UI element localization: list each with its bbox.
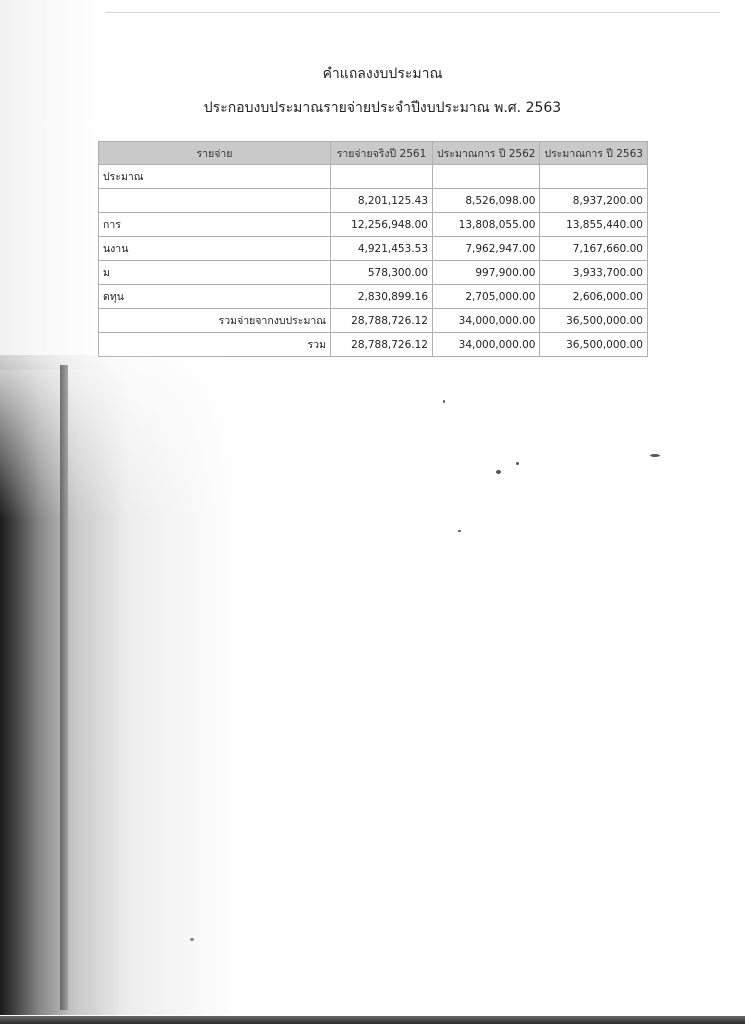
cell-2562: 7,962,947.00: [433, 237, 540, 261]
cell-2561: 578,300.00: [331, 261, 433, 285]
row-label: ม: [99, 261, 331, 285]
cell-2561: 2,830,899.16: [331, 285, 433, 309]
cell-2561: [331, 165, 433, 189]
document-title: คำแถลงงบประมาณ: [322, 66, 443, 82]
scan-shadow: [0, 355, 260, 1015]
table-row: [99, 189, 648, 213]
header-estimate-2562: ประมาณการ ปี 2562: [433, 142, 540, 165]
cell-2563: 7,167,660.00: [540, 237, 647, 261]
table-header-row: [99, 142, 648, 165]
header-actual-2561: รายจ่ายจริงปี 2561: [331, 142, 433, 165]
row-label: การ: [99, 213, 331, 237]
cell-2562: 2,705,000.00: [433, 285, 540, 309]
table-row: [99, 213, 648, 237]
scan-gutter: [0, 0, 105, 370]
cell-2561: 12,256,948.00: [331, 213, 433, 237]
row-label: รวม: [99, 333, 331, 357]
scan-speck: [443, 400, 445, 403]
scan-speck: [496, 470, 501, 474]
total-row: [99, 333, 648, 357]
page-top-edge: [105, 12, 720, 13]
cell-2562: 34,000,000.00: [433, 333, 540, 357]
row-label: นงาน: [99, 237, 331, 261]
header-expense: รายจ่าย: [99, 142, 331, 165]
cell-2562: 13,808,055.00: [433, 213, 540, 237]
row-label: ประมาณ: [99, 165, 331, 189]
cell-2562: 34,000,000.00: [433, 309, 540, 333]
cell-2563: [540, 165, 647, 189]
cell-2563: 3,933,700.00: [540, 261, 647, 285]
cell-2563: 8,937,200.00: [540, 189, 647, 213]
scan-speck: [650, 454, 660, 457]
cell-2561: 28,788,726.12: [331, 309, 433, 333]
cell-2562: 8,526,098.00: [433, 189, 540, 213]
table-row: [99, 285, 648, 309]
table-row: [99, 237, 648, 261]
scan-speck: [458, 530, 461, 532]
subtotal-row: [99, 309, 648, 333]
cell-2563: 2,606,000.00: [540, 285, 647, 309]
header-estimate-2563: ประมาณการ ปี 2563: [540, 142, 647, 165]
cell-2561: 4,921,453.53: [331, 237, 433, 261]
row-label: รวมจ่ายจากงบประมาณ: [99, 309, 331, 333]
cell-2562: [433, 165, 540, 189]
cell-2563: 13,855,440.00: [540, 213, 647, 237]
table-row: [99, 165, 648, 189]
cell-2561: 8,201,125.43: [331, 189, 433, 213]
scan-speck: [516, 462, 519, 465]
cell-2563: 36,500,000.00: [540, 309, 647, 333]
cell-2563: 36,500,000.00: [540, 333, 647, 357]
document-subtitle: ประกอบงบประมาณรายจ่ายประจำปีงบประมาณ พ.ศ. 2563: [203, 100, 562, 116]
table-row: [99, 261, 648, 285]
row-label: [99, 189, 331, 213]
budget-table: [98, 141, 648, 357]
cell-2562: 997,900.00: [433, 261, 540, 285]
scan-shadow-edge: [60, 365, 68, 1010]
scan-bottom-edge: [0, 1016, 745, 1024]
cell-2561: 28,788,726.12: [331, 333, 433, 357]
row-label: ดทุน: [99, 285, 331, 309]
